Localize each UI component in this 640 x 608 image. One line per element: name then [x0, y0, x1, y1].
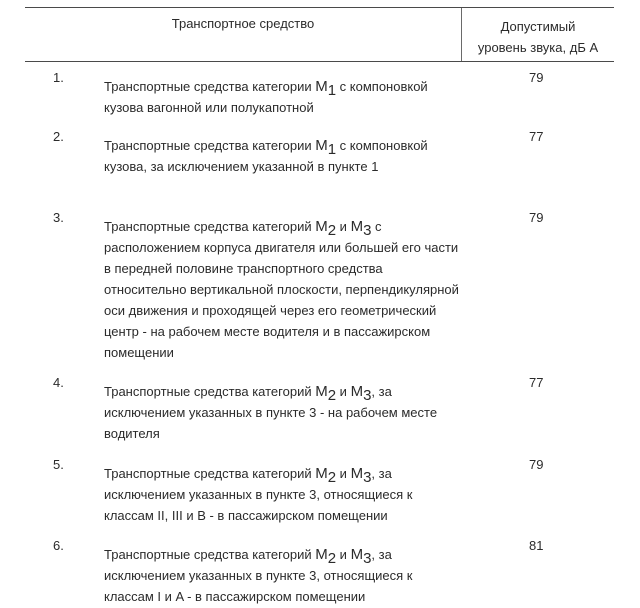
row-number: 3. — [53, 210, 64, 225]
row-description: Транспортные средства категорий $M_2$ и $M_3$ с расположением корпуса двигателя или большей его части в передней половине транспортного средства относительно вертикальной плоскости, перпендикулярной оси движения и проходящей через его геометрический центр - на рабочем месте водителя и в пассажирском помещении — [104, 218, 459, 360]
header-vehicle: Транспортное средство — [171, 16, 315, 31]
row-value: 77 — [529, 375, 544, 390]
row-value: 81 — [529, 538, 544, 553]
row-value: 77 — [529, 129, 544, 144]
row-description: Транспортные средства категории $M_1$ с компоновкой кузова вагонной или полукапотной — [104, 78, 428, 115]
row-value: 79 — [529, 210, 544, 225]
row-description: Транспортные средства категорий $M_2$ и $M_3$, за исключением указанных в пункте 3, относящиеся к классам II, III и B - в пассажирском помещении — [104, 465, 413, 523]
row-number: 2. — [53, 129, 64, 144]
row-description: Транспортные средства категорий $M_2$ и $M_3$, за исключением указанных в пункте 3 - на рабочем месте водителя — [104, 383, 438, 441]
header-limit — [462, 16, 614, 58]
noise-limits-table — [25, 7, 614, 604]
row-value: 79 — [529, 70, 544, 85]
row-number: 4. — [53, 375, 64, 390]
header-limit-line2: уровень звука, дБ А — [477, 40, 599, 55]
row-description: Транспортные средства категории $M_1$ с компоновкой кузова, за исключением указанной в пункте 1 — [104, 137, 428, 174]
header-limit-line1: Допустимый — [500, 19, 576, 34]
row-number: 5. — [53, 457, 64, 472]
row-number: 6. — [53, 538, 64, 553]
row-description: Транспортные средства категорий $M_2$ и $M_3$, за исключением указанных в пункте 3, относящиеся к классам I и A - в пассажирском помещении — [104, 546, 413, 604]
table-header — [25, 7, 614, 62]
row-value: 79 — [529, 457, 544, 472]
row-number: 1. — [53, 70, 64, 85]
